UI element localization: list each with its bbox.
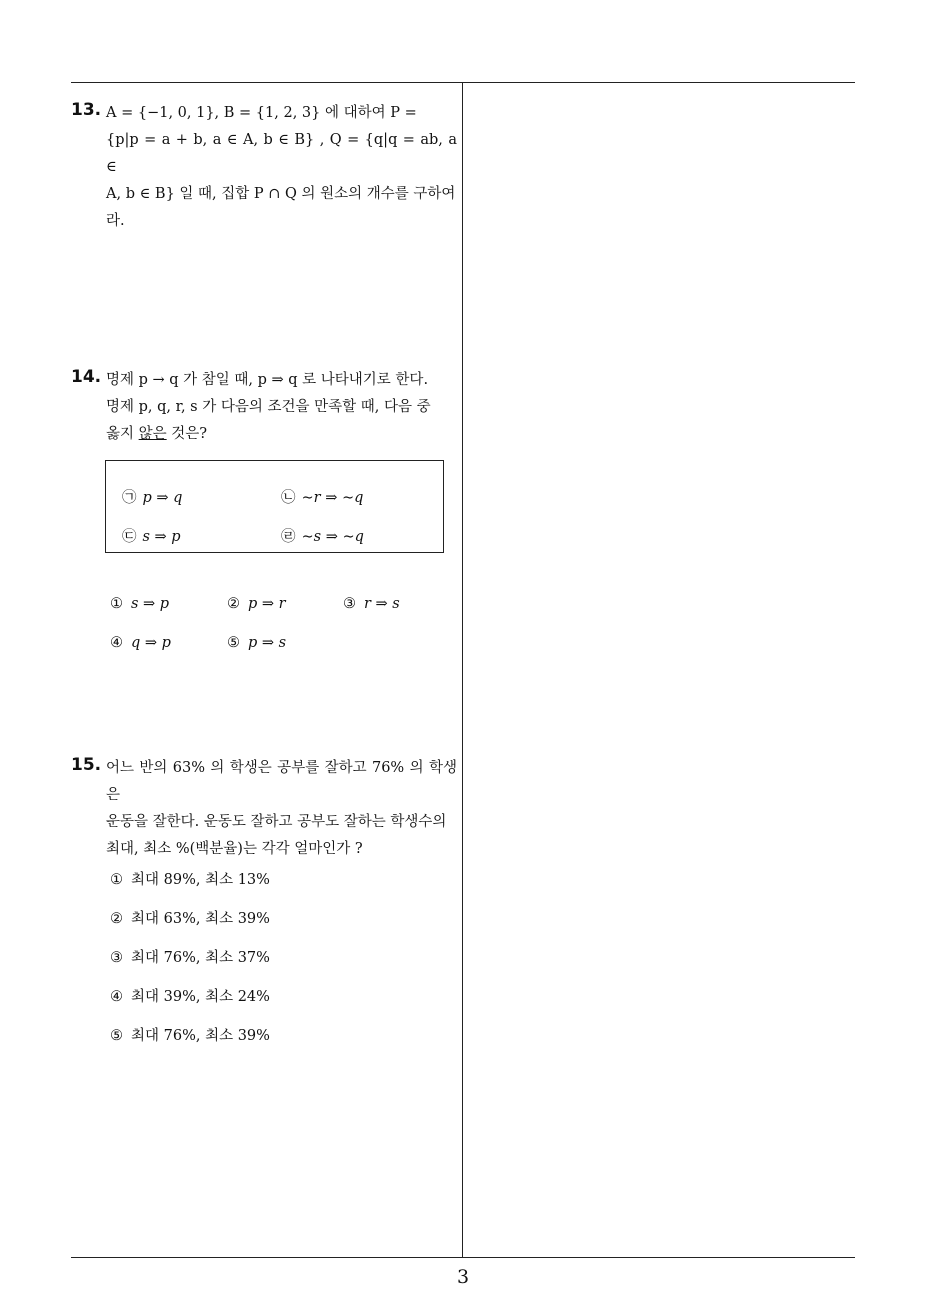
problem-line: 명제 p, q, r, s 가 다음의 조건을 만족할 때, 다음 중	[106, 399, 431, 415]
problem-text	[106, 755, 457, 863]
problem-line: 라.	[106, 213, 125, 229]
problem-line: 명제 p → q 가 참일 때, p ⇒ q 로 나타내기로 한다.	[106, 372, 429, 388]
problem-line	[106, 421, 457, 448]
choice-mark: ①	[110, 872, 123, 888]
condition-item	[281, 486, 363, 507]
column-divider	[462, 82, 463, 1257]
choice-text: 최대 76%, 최소 37%	[131, 950, 270, 966]
problem-line: 최대, 최소 %(백분율)는 각각 얼마인가 ?	[106, 841, 363, 857]
choice-text: 최대 89%, 최소 13%	[131, 872, 270, 888]
choice-expr: p ⇒ s	[248, 635, 287, 651]
problem-line: 어느 반의 63% 의 학생은 공부를 잘하고 76% 의 학생은	[106, 760, 457, 803]
problem-15	[71, 755, 457, 863]
problem-text	[106, 100, 457, 235]
problem-number: 15.	[71, 755, 102, 775]
problem-number: 14.	[71, 367, 102, 387]
problem-line: A, b ∈ B} 일 때, 집합 P ∩ Q 의 원소의 개수를 구하여	[106, 186, 456, 202]
bottom-rule	[71, 1257, 855, 1258]
choice-expr: q ⇒ p	[131, 635, 171, 651]
answer-choice-1[interactable]	[110, 596, 169, 612]
choice-mark: ⑤	[110, 1028, 123, 1044]
top-rule	[71, 82, 855, 83]
answer-choice-4[interactable]	[110, 635, 171, 651]
choice-mark: ①	[110, 596, 123, 612]
condition-mark: ㉠	[122, 490, 137, 506]
answer-choice-4[interactable]	[110, 985, 270, 1006]
problem-number: 13.	[71, 100, 102, 120]
choice-mark: ②	[227, 596, 240, 612]
condition-expr: ∼r ⇒ ∼q	[301, 490, 364, 506]
problem-14	[71, 367, 457, 448]
answer-choice-3[interactable]	[110, 946, 270, 967]
answer-choice-5[interactable]	[227, 635, 286, 651]
problem-line: A = {−1, 0, 1}, B = {1, 2, 3} 에 대하여 P =	[106, 105, 417, 121]
answer-choice-2[interactable]	[227, 596, 286, 612]
answer-choice-2[interactable]	[110, 907, 270, 928]
answer-choice-5[interactable]	[110, 1024, 270, 1045]
condition-expr: p ⇒ q	[142, 490, 183, 506]
choice-mark: ⑤	[227, 635, 240, 651]
condition-expr: ∼s ⇒ ∼q	[301, 529, 364, 545]
choice-mark: ②	[110, 911, 123, 927]
underlined-word: 않은	[138, 426, 167, 442]
choice-text: 최대 63%, 최소 39%	[131, 911, 270, 927]
answer-choice-3[interactable]	[343, 596, 400, 612]
problem-line: 운동을 잘한다. 운동도 잘하고 공부도 잘하는 학생수의	[106, 814, 447, 830]
choice-expr: p ⇒ r	[248, 596, 286, 612]
choice-text: 최대 76%, 최소 39%	[131, 1028, 270, 1044]
condition-item	[122, 525, 181, 546]
problem-line: {p|p = a + b, a ∈ A, b ∈ B} , Q = {q|q = ab, a ∈	[106, 132, 457, 175]
condition-expr: s ⇒ p	[142, 529, 181, 545]
answer-choice-1[interactable]	[110, 868, 270, 889]
choice-mark: ④	[110, 989, 123, 1005]
problem-text	[106, 367, 457, 448]
page-number: 3	[456, 1266, 470, 1288]
condition-mark: ㉢	[122, 529, 137, 545]
problem-13	[71, 100, 457, 235]
choice-mark: ③	[343, 596, 356, 612]
condition-mark: ㉡	[281, 490, 296, 506]
choice-expr: r ⇒ s	[364, 596, 400, 612]
choice-expr: s ⇒ p	[131, 596, 170, 612]
choice-mark: ④	[110, 635, 123, 651]
condition-item	[122, 486, 182, 507]
choice-text: 최대 39%, 최소 24%	[131, 989, 270, 1005]
condition-mark: ㉣	[281, 529, 296, 545]
choice-mark: ③	[110, 950, 123, 966]
problem-line-end: 것은?	[166, 426, 208, 442]
problem-line-start: 옳지	[106, 426, 139, 442]
condition-item	[281, 525, 364, 546]
